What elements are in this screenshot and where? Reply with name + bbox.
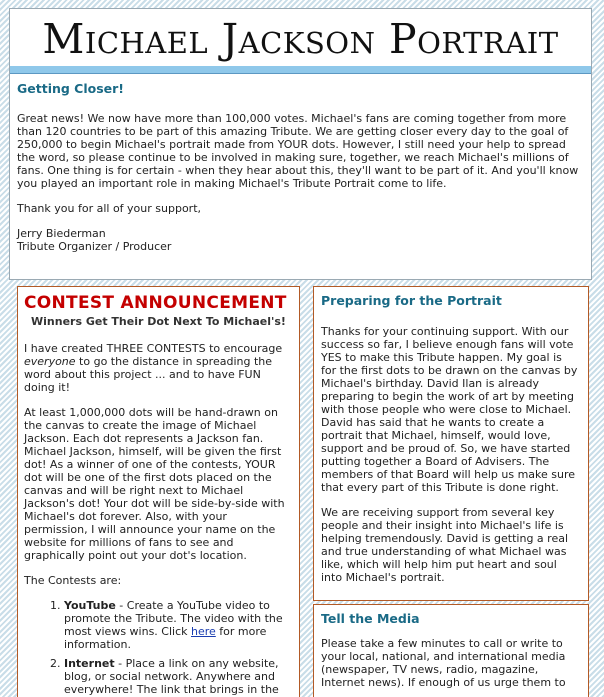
contest-panel <box>17 286 300 697</box>
intro-body: Great news! We now have more than 100,000 votes. Michael's fans are coming together from more than 120 countries to be part of this amazing Tribute. We are getting closer every day to the goal of 250,000 to begin Michael's portrait made from YOUR dots. However, I still need your help to spread the word, so please continue to be involved in making sure, together, we reach Michael's millions of fans. One thing is for certain - when they hear about this, they'll want to be part of it. And you'll know you played an important role in making Michael's Tribute Portrait come to life. <box>17 112 579 190</box>
banner-title <box>10 15 591 63</box>
contest-subtitle: Winners Get Their Dot Next To Michael's! <box>31 315 286 328</box>
preparing-heading: Preparing for the Portrait <box>321 293 502 308</box>
preparing-paragraph-2: We are receiving support from several key people and their insight into Michael's life is helping tremendously. David is getting a real and true understanding of what Michael was like, which will help him put heart and soul into Michael's portrait. <box>321 506 569 584</box>
contest-item-name: Internet <box>64 657 115 670</box>
media-heading: Tell the Media <box>321 611 420 626</box>
banner-title-text: Michael Jackson Portrait <box>42 15 559 63</box>
contest-p1-text-end: to go the distance in spreading the word about this project ... and to have FUN doing it! <box>24 355 273 394</box>
contest-item-text-end: for more information. <box>64 625 267 651</box>
contest-body <box>18 342 299 696</box>
intro-heading: Getting Closer! <box>17 81 125 96</box>
media-paragraph-1: Please take a few minutes to call or write to your local, national, and international media (newspaper, TV news, radio, magazine, Internet news). If enough of us urge them to <box>321 637 566 689</box>
contest-list <box>24 599 292 696</box>
contest-p1-text: I have created THREE CONTESTS to encourage <box>24 342 283 355</box>
intro-thanks: Thank you for all of your support, <box>17 202 202 215</box>
preparing-panel <box>313 286 589 601</box>
signer-name: Jerry Biederman <box>17 227 106 240</box>
intro-content <box>17 81 583 253</box>
contests-label: The Contests are: <box>24 574 122 587</box>
preparing-paragraph-1: Thanks for your continuing support. With our success so far, I believe enough fans will vote YES to make this Tribute happen. My goal is for the first dots to be drawn on the canvas by Michael's birthday. David Ilan is already preparing to begin the work of art by meeting with those people who were close to Michael. David has said that he wants to create a portrait that Michael, himself, would love, support and be proud of. So, we have started putting together a Board of Advisers. The members of that Board will help us make sure that every part of this Tribute is done right. <box>321 325 578 494</box>
contest-paragraph-2: At least 1,000,000 dots will be hand-drawn on the canvas to create the image of Michael Jackson. Each dot represents a Jackson fan. Michael Jackson, himself, will be given the first dot! As a winner of one of the contests, YOUR dot will be one of the first dots placed on the canvas and will be right next to Michael Jackson's dot! Your dot will be side-by-side with Michael's dot forever. Also, with your permission, I will announce your name on the website for millions of fans to see and graphically point out your dot's location. <box>24 406 285 562</box>
contest-item-text: - Place a link on any website, blog, or social network. Anywhere and everywhere! The link that brings in the <box>64 657 279 696</box>
signer-title: Tribute Organizer / Producer <box>17 240 172 253</box>
banner-divider <box>10 66 591 74</box>
banner <box>10 9 591 67</box>
contest-item-text: - Create a YouTube video to promote the Tribute. The video with the most views wins. Click <box>64 599 283 638</box>
contest-paragraph-1 <box>24 342 292 394</box>
youtube-more-info-link[interactable]: here <box>191 625 216 638</box>
contest-item-name: YouTube <box>64 599 116 612</box>
media-panel <box>313 604 589 697</box>
contest-title: CONTEST ANNOUNCEMENT <box>24 293 287 313</box>
contest-p1-emphasis: everyone <box>24 355 76 368</box>
contest-item-youtube <box>64 599 292 651</box>
intro-panel <box>9 8 592 280</box>
contest-item-internet <box>64 657 292 696</box>
